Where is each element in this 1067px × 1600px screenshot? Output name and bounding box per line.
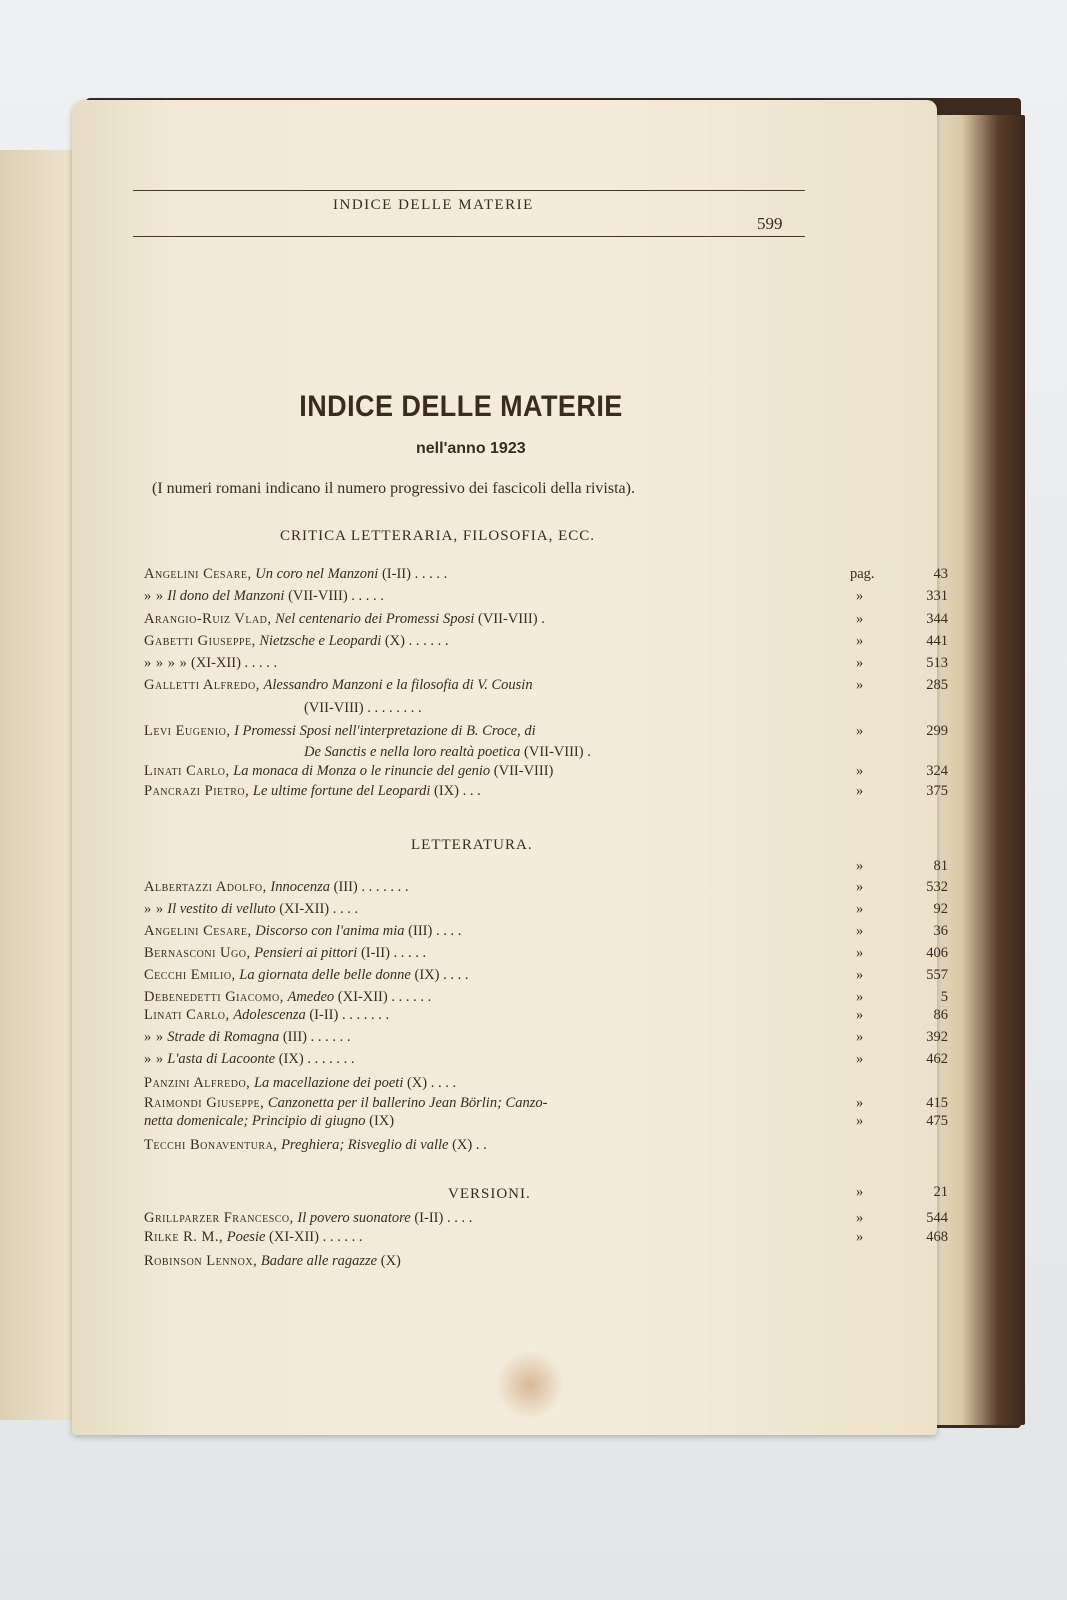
entry-author: Raimondi Giuseppe, bbox=[144, 1095, 265, 1111]
entry-title: Le ultime fortune del Leopardi bbox=[252, 783, 431, 799]
leader-dots: . . . . bbox=[443, 967, 469, 983]
index-entry bbox=[144, 608, 948, 630]
entry-title: La giornata delle belle donne bbox=[239, 967, 411, 983]
entry-page: 441 bbox=[926, 633, 948, 649]
entry-ditto: » bbox=[856, 723, 864, 739]
entry-ditto: » bbox=[856, 588, 864, 604]
leader-dots: . . . . . . . bbox=[361, 879, 409, 895]
entry-page: 21 bbox=[933, 1184, 948, 1200]
index-entry bbox=[144, 652, 948, 674]
leader-dots: . . . . bbox=[332, 901, 359, 917]
header-rule-top bbox=[133, 190, 805, 191]
entry-author: » » » » bbox=[144, 655, 188, 671]
section-heading-letteratura: LETTERATURA. bbox=[411, 837, 533, 853]
entry-title: Un coro nel Manzoni bbox=[255, 566, 379, 582]
entry-title: Nel centenario dei Promessi Sposi bbox=[275, 611, 475, 627]
entry-title: Innocenza bbox=[270, 879, 330, 895]
entry-issue: (IX) bbox=[434, 783, 459, 799]
index-entry bbox=[144, 630, 948, 652]
index-entry bbox=[144, 780, 948, 802]
index-entry bbox=[144, 855, 948, 877]
entry-author: Angelini Cesare, bbox=[144, 566, 252, 582]
entry-ditto: » bbox=[856, 763, 864, 779]
leader-dots: . . . . . . . bbox=[341, 1007, 390, 1023]
entry-page: 5 bbox=[940, 989, 948, 1005]
entry-title: Preghiera; Risveglio di valle bbox=[281, 1137, 449, 1153]
index-entry bbox=[144, 585, 948, 607]
leader-dots: . . . . . bbox=[351, 588, 384, 604]
leader-dots: . . . . . bbox=[393, 945, 427, 961]
entry-author: Bernasconi Ugo, bbox=[144, 945, 251, 961]
entry-page: 375 bbox=[926, 783, 948, 799]
entry-author: Robinson Lennox, bbox=[144, 1253, 258, 1269]
index-entry bbox=[144, 942, 948, 964]
leader-dots: . . . . . bbox=[414, 566, 448, 582]
entry-issue: (I-II) bbox=[414, 1210, 444, 1226]
entry-title: Alessandro Manzoni e la filosofia di V. Cousin bbox=[263, 677, 533, 693]
entry-author: Galletti Alfredo, bbox=[144, 677, 260, 693]
index-entry bbox=[144, 1072, 804, 1094]
index-entry bbox=[144, 1026, 948, 1048]
entry-title: De Sanctis e nella loro realtà poetica bbox=[304, 744, 521, 760]
entry-ditto: » bbox=[856, 655, 864, 671]
entry-issue: (IX) bbox=[278, 1051, 304, 1067]
leader-dots: . . . . . . bbox=[391, 989, 432, 1005]
entry-issue: (X) bbox=[406, 1075, 428, 1091]
leader-dots: . . . . bbox=[430, 1075, 457, 1091]
entry-issue: (I-II) bbox=[360, 945, 390, 961]
entry-page: 285 bbox=[926, 677, 948, 693]
entry-page: 415 bbox=[926, 1095, 948, 1111]
index-entry bbox=[144, 898, 948, 920]
page-title: INDICE DELLE MATERIE bbox=[299, 390, 623, 423]
entry-ditto: » bbox=[856, 1184, 864, 1200]
entry-issue: (VII-VIII) bbox=[493, 763, 554, 779]
book-page-edges bbox=[935, 115, 1025, 1425]
index-entry bbox=[144, 720, 948, 742]
index-entry bbox=[144, 1134, 804, 1156]
entry-page: 532 bbox=[926, 879, 948, 895]
entry-author: » » bbox=[144, 901, 164, 917]
entry-ditto: » bbox=[856, 677, 864, 693]
entry-issue: (I-II) bbox=[381, 566, 411, 582]
leader-dots: . . . . . . bbox=[408, 633, 449, 649]
index-entry bbox=[144, 1226, 948, 1248]
entry-author: Levi Eugenio, bbox=[144, 723, 231, 739]
entry-author: Arangio-Ruiz Vlad, bbox=[144, 611, 272, 627]
entry-ditto: pag. bbox=[850, 566, 875, 582]
entry-issue: (XI-XII) bbox=[337, 989, 388, 1005]
entry-page: 462 bbox=[926, 1051, 948, 1067]
index-entry bbox=[144, 920, 948, 942]
page-subtitle: nell'anno 1923 bbox=[416, 440, 526, 457]
entry-author: » » bbox=[144, 1051, 164, 1067]
header-rule-bottom bbox=[133, 236, 805, 237]
entry-page: 468 bbox=[926, 1229, 948, 1245]
entry-page: 344 bbox=[926, 611, 948, 627]
entry-issue: (X) bbox=[380, 1253, 401, 1269]
entry-page: 36 bbox=[933, 923, 948, 939]
section-heading-critica: CRITICA LETTERARIA, FILOSOFIA, ECC. bbox=[280, 528, 596, 544]
entry-title: Canzonetta per il ballerino Jean Börlin; Canzo- bbox=[267, 1095, 548, 1111]
index-entry bbox=[144, 1110, 948, 1132]
entry-author: Albertazzi Adolfo, bbox=[144, 879, 267, 895]
entry-ditto: » bbox=[856, 1229, 864, 1245]
index-entry bbox=[144, 1250, 804, 1272]
entry-page: 406 bbox=[926, 945, 948, 961]
leader-dots: . . . . bbox=[446, 1210, 473, 1226]
entry-author: » » bbox=[144, 1029, 164, 1045]
index-entry bbox=[144, 563, 948, 585]
leader-dots: . bbox=[541, 611, 545, 627]
entry-ditto: » bbox=[856, 1210, 864, 1226]
entry-continuation bbox=[304, 697, 422, 719]
entry-title: Pensieri ai pittori bbox=[254, 945, 358, 961]
entry-title: Il vestito di velluto bbox=[167, 901, 276, 917]
entry-page: 557 bbox=[926, 967, 948, 983]
entry-ditto: » bbox=[856, 1095, 864, 1111]
entry-issue: (VII-VIII) bbox=[478, 611, 538, 627]
entry-issue: (XI-XII) bbox=[191, 655, 241, 671]
foxing-stain bbox=[495, 1350, 565, 1420]
entry-title: Discorso con l'anima mia bbox=[255, 923, 405, 939]
index-entry bbox=[144, 876, 948, 898]
entry-ditto: » bbox=[856, 858, 864, 874]
entry-title: Nietzsche e Leopardi bbox=[259, 633, 382, 649]
entry-title: La macellazione dei poeti bbox=[253, 1075, 404, 1091]
entry-ditto: » bbox=[856, 923, 864, 939]
running-head: INDICE DELLE MATERIE bbox=[333, 197, 534, 213]
entry-title: L'asta di Lacoonte bbox=[167, 1051, 276, 1067]
entry-author: Rilke R. M., bbox=[144, 1229, 224, 1245]
entry-issue: (III) bbox=[408, 923, 433, 939]
index-entry bbox=[144, 964, 948, 986]
entry-author: Gabetti Giuseppe, bbox=[144, 633, 256, 649]
entry-page: 331 bbox=[926, 588, 948, 604]
entry-title: Il dono del Manzoni bbox=[167, 588, 285, 604]
index-entry bbox=[144, 674, 948, 696]
index-entry bbox=[144, 1048, 948, 1070]
entry-issue: (VII-VIII) bbox=[288, 588, 348, 604]
entry-ditto: » bbox=[856, 901, 864, 917]
entry-page: 81 bbox=[933, 858, 948, 874]
entry-ditto: » bbox=[856, 611, 864, 627]
entry-author: » » bbox=[144, 588, 164, 604]
entry-issue: (IX) bbox=[369, 1113, 395, 1129]
entry-author: Linati Carlo, bbox=[144, 763, 230, 779]
entry-issue: (X) bbox=[452, 1137, 473, 1153]
entry-page: 475 bbox=[926, 1113, 948, 1129]
entry-issue: (VII-VIII) bbox=[524, 744, 584, 760]
entry-ditto: » bbox=[856, 989, 864, 1005]
entry-page: 392 bbox=[926, 1029, 948, 1045]
entry-title: Strade di Romagna bbox=[167, 1029, 280, 1045]
entry-issue: (III) bbox=[333, 879, 358, 895]
entry-issue: (XI-XII) bbox=[269, 1229, 319, 1245]
entry-author: Grillparzer Francesco, bbox=[144, 1210, 294, 1226]
entry-page: 43 bbox=[933, 566, 948, 582]
entry-issue: (I-II) bbox=[309, 1007, 339, 1023]
entry-title: netta domenicale; Principio di giugno bbox=[144, 1113, 366, 1129]
leader-dots: . . . . . . . bbox=[307, 1051, 355, 1067]
entry-author: Angelini Cesare, bbox=[144, 923, 252, 939]
index-entry bbox=[144, 1181, 948, 1203]
entry-title: I Promessi Sposi nell'interpretazione di B. Croce, di bbox=[234, 723, 536, 739]
index-entry bbox=[144, 760, 948, 782]
entry-author: Debenedetti Giacomo, bbox=[144, 989, 284, 1005]
entry-title: Amedeo bbox=[287, 989, 335, 1005]
entry-ditto: » bbox=[856, 967, 864, 983]
leader-dots: . . . . . . bbox=[310, 1029, 351, 1045]
entry-continuation bbox=[304, 741, 591, 763]
entry-title: Il povero suonatore bbox=[297, 1210, 411, 1226]
entry-page: 513 bbox=[926, 655, 948, 671]
explanatory-note: (I numeri romani indicano il numero progressivo dei fascicoli della rivista). bbox=[152, 480, 635, 497]
entry-issue: (IX) bbox=[414, 967, 440, 983]
entry-ditto: » bbox=[856, 783, 864, 799]
page-number: 599 bbox=[757, 214, 783, 233]
entry-ditto: » bbox=[856, 879, 864, 895]
entry-author: Panzini Alfredo, bbox=[144, 1075, 251, 1091]
index-entry bbox=[144, 1004, 948, 1026]
entry-ditto: » bbox=[856, 1029, 864, 1045]
entry-page: 544 bbox=[926, 1210, 948, 1226]
entry-ditto: » bbox=[856, 1051, 864, 1067]
leader-dots: . . bbox=[475, 1137, 487, 1153]
entry-page: 324 bbox=[926, 763, 948, 779]
section-heading-versioni: VERSIONI. bbox=[448, 1186, 531, 1202]
entry-issue: (VII-VIII) bbox=[304, 700, 364, 716]
entry-page: 299 bbox=[926, 723, 948, 739]
entry-issue: (XI-XII) bbox=[279, 901, 330, 917]
entry-ditto: » bbox=[856, 1113, 864, 1129]
entry-page: 92 bbox=[933, 901, 948, 917]
entry-issue: (III) bbox=[282, 1029, 307, 1045]
entry-issue: (X) bbox=[384, 633, 405, 649]
leader-dots: . . . bbox=[462, 783, 481, 799]
entry-page: 86 bbox=[933, 1007, 948, 1023]
entry-title: Badare alle ragazze bbox=[260, 1253, 378, 1269]
entry-title: Poesie bbox=[226, 1229, 266, 1245]
entry-author: Tecchi Bonaventura, bbox=[144, 1137, 278, 1153]
leader-dots: . . . . . . . . bbox=[367, 700, 422, 716]
entry-author: Linati Carlo, bbox=[144, 1007, 230, 1023]
entry-ditto: » bbox=[856, 1007, 864, 1023]
entry-title: Adolescenza bbox=[233, 1007, 306, 1023]
entry-ditto: » bbox=[856, 945, 864, 961]
entry-title: La monaca di Monza o le rinuncie del genio bbox=[233, 763, 491, 779]
entry-author: Pancrazi Pietro, bbox=[144, 783, 250, 799]
leader-dots: . . . . . . bbox=[322, 1229, 363, 1245]
entry-author: Cecchi Emilio, bbox=[144, 967, 236, 983]
entry-ditto: » bbox=[856, 633, 864, 649]
leader-dots: . . . . bbox=[435, 923, 462, 939]
leader-dots: . bbox=[587, 744, 591, 760]
leader-dots: . . . . . bbox=[244, 655, 278, 671]
